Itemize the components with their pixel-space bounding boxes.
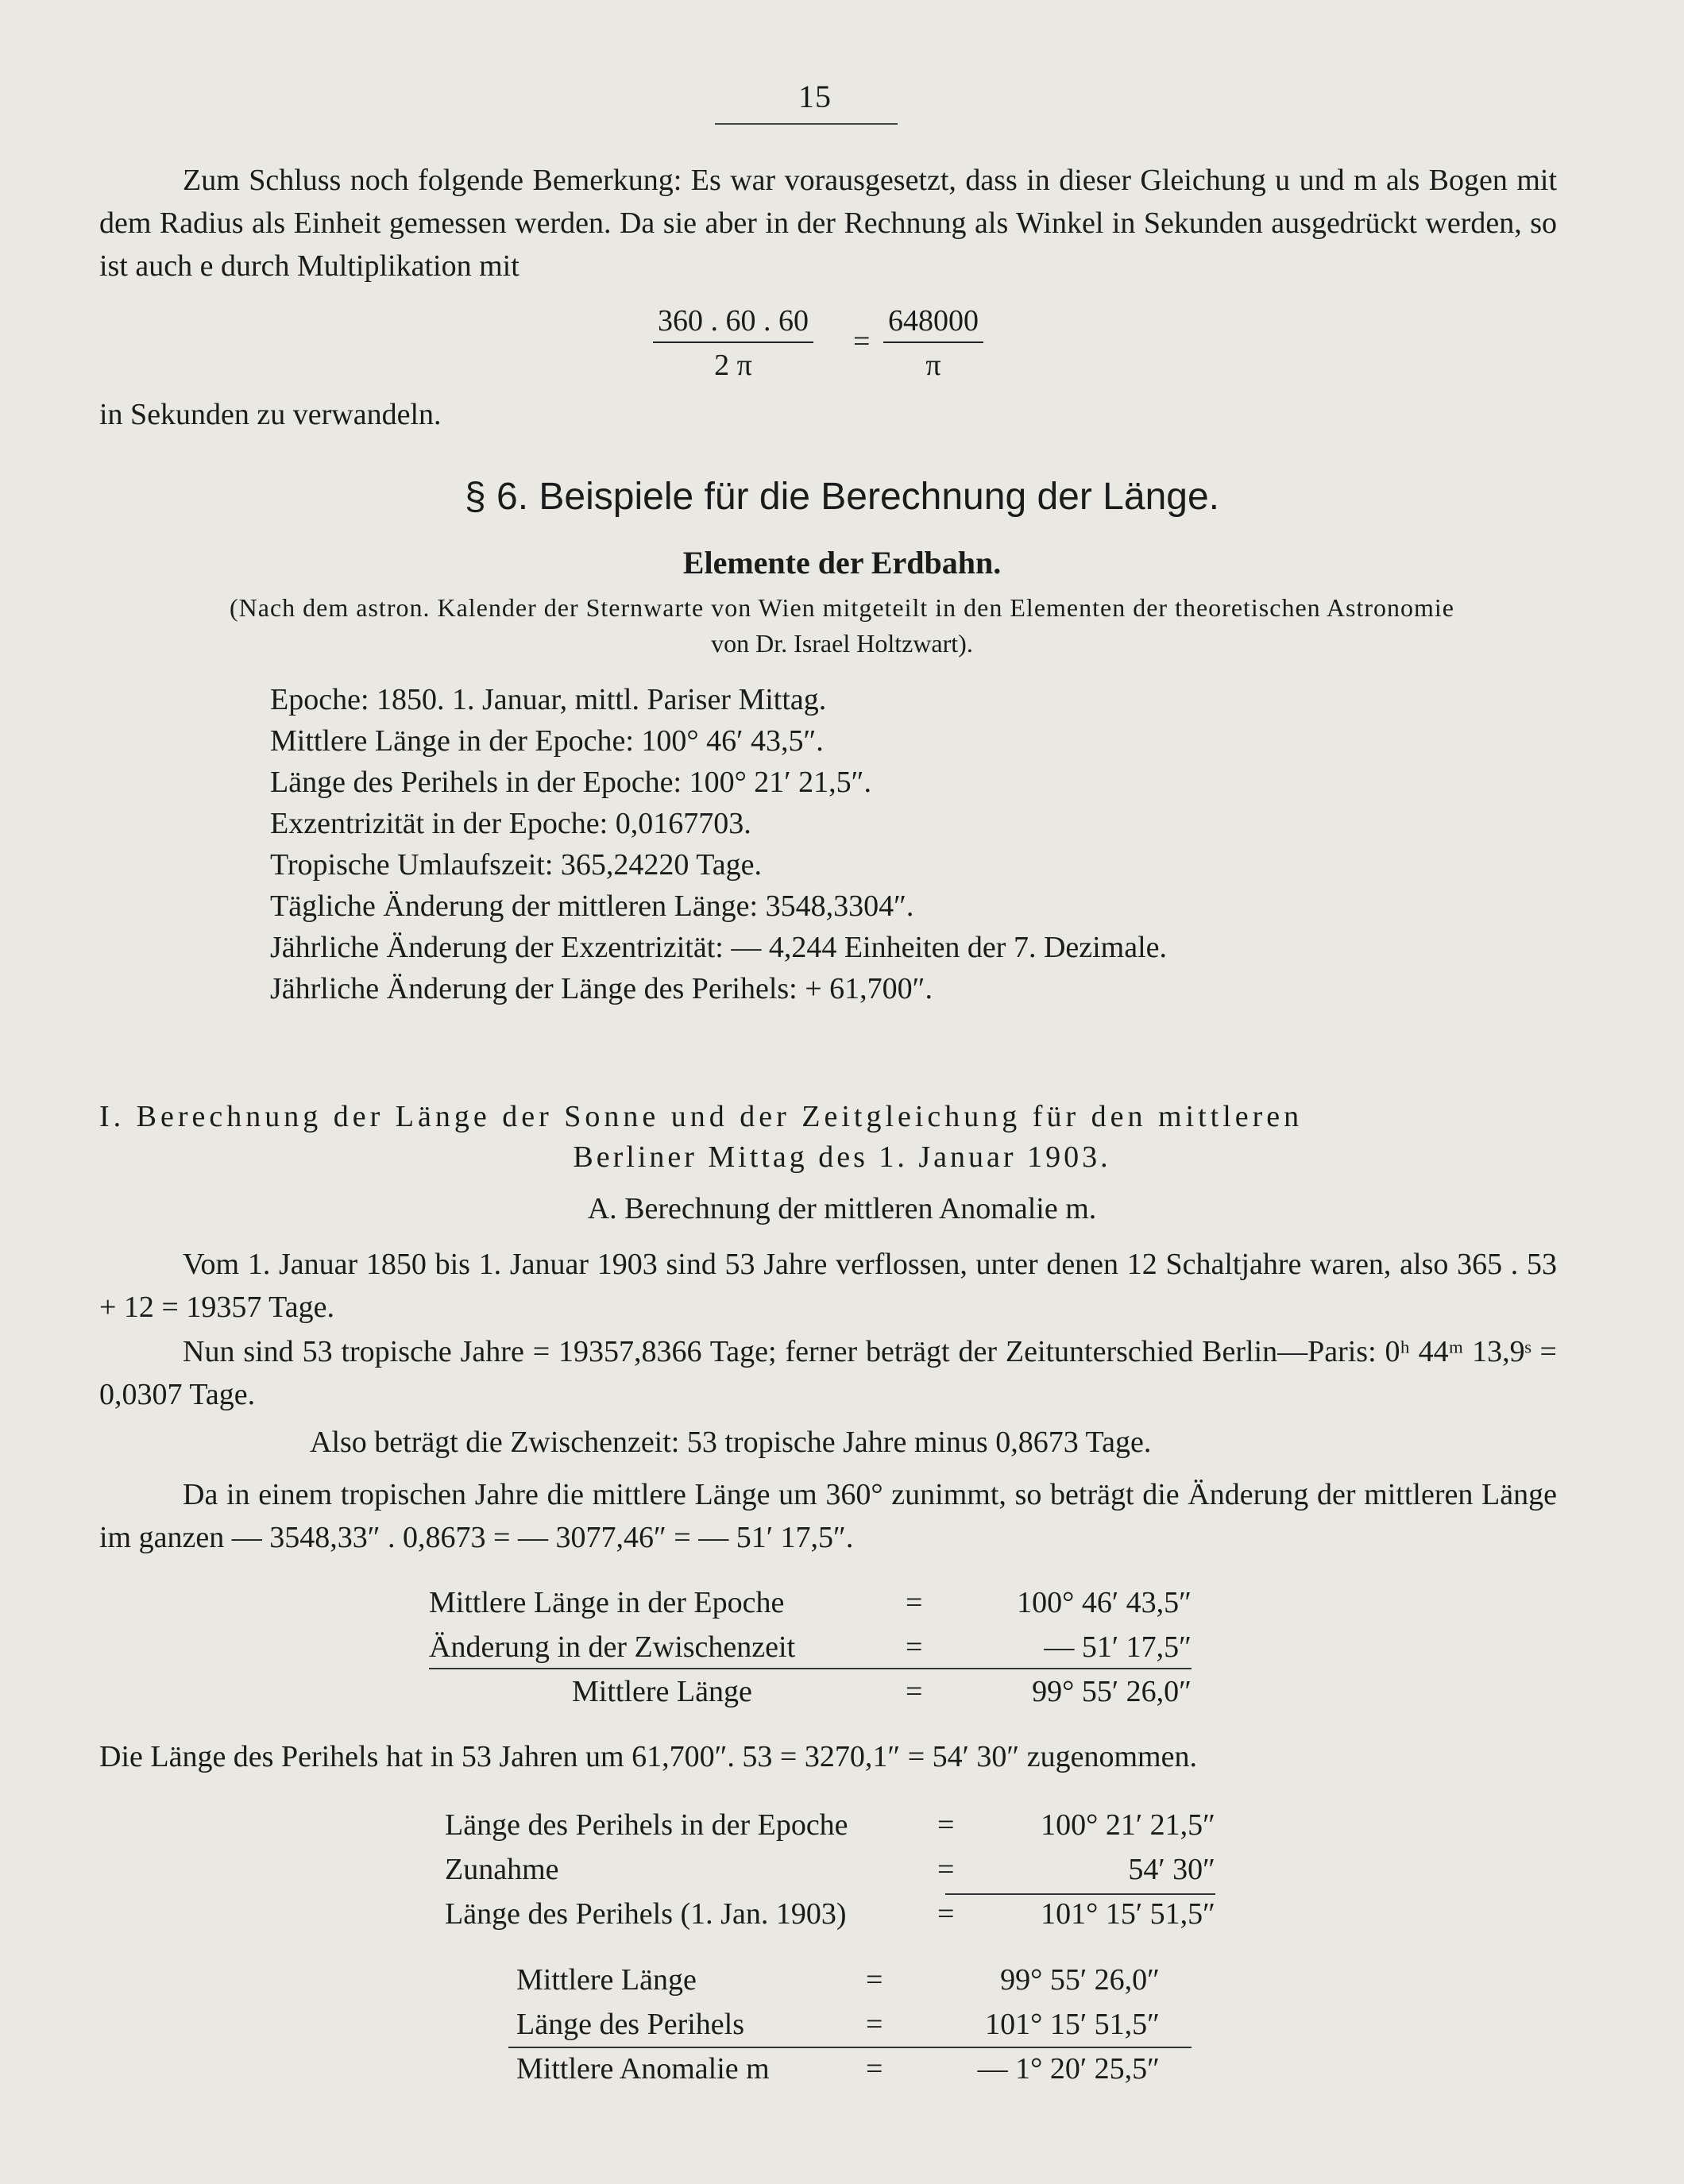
calc-label: Länge des Perihels in der Epoche	[445, 1808, 848, 1842]
calc-label: Mittlere Länge in der Epoche	[429, 1586, 785, 1619]
calc-anomaly	[516, 1958, 1160, 2091]
calc-value: — 1° 20′ 25,5″	[977, 2052, 1160, 2086]
sum-rule	[508, 2047, 1192, 2048]
calc-value: — 51′ 17,5″	[1044, 1630, 1192, 1664]
calc-label: Länge des Perihels (1. Jan. 1903)	[445, 1897, 847, 1931]
source-line-1: (Nach dem astron. Kalender der Sternwarte von Wien mitgeteilt in den Elementen der theoretischen Astronomie	[230, 593, 1454, 622]
calc-eq: =	[866, 2008, 883, 2041]
element-item: Epoche: 1850. 1. Januar, mittl. Pariser Mittag.	[270, 683, 827, 716]
element-item: Mittlere Länge in der Epoche: 100° 46′ 43,5″.	[270, 724, 824, 758]
part1-subtitle: A. Berechnung der mittleren Anomalie m.	[587, 1192, 1097, 1225]
element-item: Jährliche Änderung der Länge des Perihels: + 61,700″.	[270, 972, 933, 1005]
calc-label: Mittlere Länge	[516, 1963, 697, 1997]
calc-row	[429, 1625, 1192, 1669]
source-line-2: von Dr. Israel Holtzwart).	[711, 629, 973, 658]
intro-paragraph: Zum Schluss noch folgende Bemerkung: Es war vorausgesetzt, dass in dieser Gleichung u und m als Bogen mit dem Radius als Einheit gemessen werden. Da sie aber in der Rechnung als Winkel in Sekunden ausgedrückt werden, so ist auch e durch Multiplikation mit	[99, 164, 1557, 283]
page-number: 15	[798, 79, 832, 114]
part1-title-line2: Berliner Mittag des 1. Januar 1903.	[573, 1140, 1111, 1174]
calc-row	[516, 2047, 1160, 2091]
calc-row	[445, 1892, 1215, 1936]
calc-value: 100° 21′ 21,5″	[1041, 1808, 1215, 1842]
equals-sign: =	[853, 325, 871, 358]
calc-row	[445, 1847, 1215, 1892]
calc-eq: =	[866, 1963, 883, 1997]
calc-mean-longitude	[429, 1580, 1192, 1714]
element-item: Tägliche Änderung der mittleren Länge: 3548,3304″.	[270, 889, 914, 923]
calc-label: Mittlere Anomalie m	[516, 2052, 770, 2086]
element-item: Tropische Umlaufszeit: 365,24220 Tage.	[270, 848, 762, 882]
calc-eq: =	[906, 1675, 923, 1708]
section-subtitle: Elemente der Erdbahn.	[682, 545, 1002, 581]
calc-value: 101° 15′ 51,5″	[1041, 1897, 1215, 1931]
calc-eq: =	[866, 2052, 883, 2086]
part1-paragraph-1: Vom 1. Januar 1850 bis 1. Januar 1903 sind 53 Jahre verflossen, unter denen 12 Schaltjahre waren, also 365 . 53 + 12 = 19357 Tage.	[99, 1248, 1557, 1324]
calc-value: 99° 55′ 26,0″	[1000, 1963, 1160, 1997]
calc-eq: =	[906, 1630, 923, 1664]
calc-row	[516, 1958, 1160, 2002]
calc-row	[445, 1803, 1215, 1847]
calc-label: Länge des Perihels	[516, 2008, 745, 2041]
sum-rule	[429, 1668, 1192, 1669]
section-title: § 6. Beispiele für die Berechnung der Länge.	[465, 476, 1219, 518]
calc-label: Änderung in der Zwischenzeit	[429, 1630, 796, 1664]
calc-value: 100° 46′ 43,5″	[1017, 1586, 1192, 1619]
page-number-rule	[715, 123, 898, 125]
calc-perihelion	[445, 1803, 1215, 1936]
fraction-denominator: π	[925, 349, 941, 382]
element-item: Jährliche Änderung der Exzentrizität: — 4,244 Einheiten der 7. Dezimale.	[270, 931, 1168, 964]
part1-paragraph-2: Nun sind 53 tropische Jahre = 19357,8366 Tage; ferner beträgt der Zeitunterschied Berlin—Paris: 0ʰ 44ᵐ 13,9ˢ = 0,0307 Tage.	[99, 1335, 1557, 1411]
part1-paragraph-5: Die Länge des Perihels hat in 53 Jahren um 61,700″. 53 = 3270,1″ = 54′ 30″ zugenommen.	[99, 1740, 1197, 1773]
calc-value: 54′ 30″	[1128, 1853, 1215, 1886]
fraction-numerator: 360 . 60 . 60	[653, 303, 813, 343]
calc-eq: =	[937, 1897, 955, 1931]
elements-list	[270, 679, 1167, 1009]
calc-row	[429, 1669, 1192, 1714]
calc-value: 99° 55′ 26,0″	[1032, 1675, 1192, 1708]
part1-paragraph-3: Also beträgt die Zwischenzeit: 53 tropische Jahre minus 0,8673 Tage.	[310, 1426, 1152, 1459]
calc-eq: =	[906, 1586, 923, 1619]
calc-label: Zunahme	[445, 1853, 559, 1886]
calc-eq: =	[937, 1853, 955, 1886]
fraction-denominator: 2 π	[714, 349, 752, 382]
intro-tail: in Sekunden zu verwandeln.	[99, 398, 442, 431]
fraction-result	[883, 303, 983, 383]
element-item: Länge des Perihels in der Epoche: 100° 21′ 21,5″.	[270, 766, 871, 799]
calc-label: Mittlere Länge	[572, 1675, 752, 1708]
calc-row	[516, 2002, 1160, 2047]
element-item: Exzentrizität in der Epoche: 0,0167703.	[270, 807, 751, 840]
fraction-numerator: 648000	[883, 303, 983, 343]
part1-title-line1: I. Berechnung der Länge der Sonne und der Zeitgleichung für den mittleren	[99, 1100, 1304, 1133]
part1-paragraph-4: Da in einem tropischen Jahre die mittlere Länge um 360° zunimmt, so beträgt die Änderung der mittleren Länge im ganzen — 3548,33″ . 0,8673 = — 3077,46″ = — 51′ 17,5″.	[99, 1478, 1557, 1554]
calc-eq: =	[937, 1808, 955, 1842]
calc-value: 101° 15′ 51,5″	[985, 2008, 1160, 2041]
sum-rule	[945, 1893, 1215, 1895]
calc-row	[429, 1580, 1192, 1625]
fraction-degrees	[653, 303, 813, 383]
